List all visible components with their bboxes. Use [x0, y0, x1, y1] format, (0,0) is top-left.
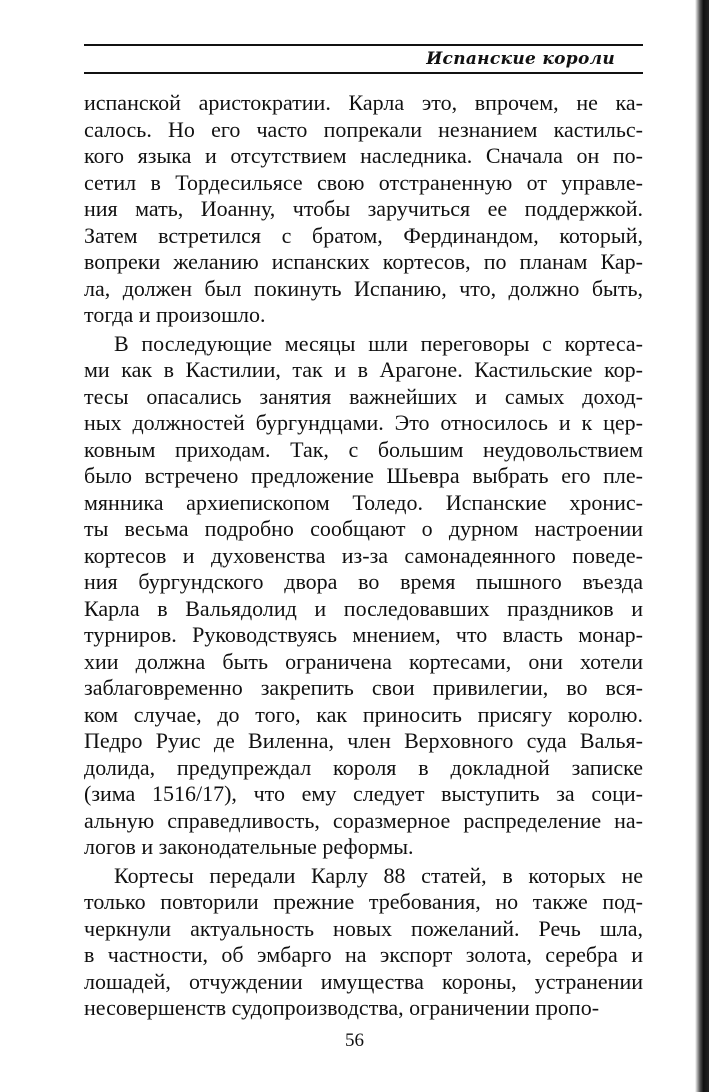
text-line: долида, предупреждал короля в докладной записке	[84, 754, 643, 780]
text-line: ковным приходам. Так, с большим неудовольствием	[84, 436, 643, 462]
text-line: логов и законодательные реформы.	[84, 834, 414, 859]
text-line: тогда и произошло.	[84, 302, 266, 327]
text-line: кортесов и духовенства из-за самонадеянного поведе-	[84, 542, 643, 568]
paragraph	[84, 90, 643, 329]
running-header-title: Испанские короли	[426, 49, 615, 69]
text-line: кого языка и отсутствием наследника. Сначала он по-	[84, 143, 643, 168]
text-line: Кортесы передали Карлу 88 статей, в которых не	[114, 862, 643, 888]
text-line: только повторили прежние требования, но также под-	[84, 889, 643, 914]
paragraph	[84, 331, 643, 861]
text-line: турниров. Руководствуясь мнением, что власть монар-	[84, 622, 643, 647]
text-line: тесы опасались занятия важнейших и самых доход-	[84, 383, 643, 409]
text-line: В последующие месяцы шли переговоры с кортеса-	[114, 330, 643, 356]
text-line: хии должна быть ограничена кортесами, они хотели	[84, 648, 643, 674]
text-line: ты весьма подробно сообщают о дурном настроении	[84, 516, 643, 541]
text-line: (зима 1516/17), что ему следует выступить за соци-	[84, 781, 643, 806]
text-line: несовершенств судопроизводства, ограничении пропо-	[84, 995, 600, 1020]
text-line: салось. Но его часто попрекали незнанием кастильс-	[84, 116, 643, 142]
header-top-rule	[84, 44, 643, 46]
text-line: Карла в Вальядолид и последовавших праздников и	[84, 595, 643, 621]
text-line: заблаговременно закрепить свои привилегии, во вся-	[84, 675, 643, 700]
text-line: Педро Руис де Виленна, член Верховного суда Валья-	[84, 728, 643, 753]
text-line: испанской аристократии. Карла это, впрочем, не ка-	[84, 90, 643, 115]
text-line: ком случае, до того, как приносить присягу королю.	[84, 701, 643, 727]
body-text	[84, 90, 643, 1024]
text-line: ных должностей бургундцами. Это относилось и к цер-	[84, 410, 643, 435]
text-line: альную справедливость, соразмерное распределение на-	[84, 807, 643, 833]
page-number: 56	[345, 1030, 364, 1051]
header-bottom-rule	[84, 72, 643, 74]
text-line: мянника архиепископом Толедо. Испанские хронис-	[84, 489, 643, 515]
text-line: ла, должен был покинуть Испанию, что, должно быть,	[84, 275, 643, 301]
text-line: вопреки желанию испанских кортесов, по планам Кар-	[84, 249, 643, 274]
text-line: ния мать, Иоанну, чтобы заручиться ее поддержкой.	[84, 196, 643, 221]
text-line: лошадей, отчуждении имущества короны, устранении	[84, 968, 643, 994]
text-line: было встречено предложение Шьевра выбрать его пле-	[84, 463, 643, 488]
text-line: ния бургундского двора во время пышного въезда	[84, 569, 643, 594]
paragraph	[84, 863, 643, 1022]
text-line: сетил в Тордесильясе свою отстраненную от управле-	[84, 169, 643, 195]
text-line: ми как в Кастилии, так и в Арагоне. Кастильские кор-	[84, 357, 643, 382]
running-header	[84, 44, 643, 74]
text-line: Затем встретился с братом, Фердинандом, который,	[84, 222, 643, 248]
text-line: черкнули актуальность новых пожеланий. Речь шла,	[84, 915, 643, 941]
binding-edge	[695, 0, 709, 1092]
text-line: в частности, об эмбарго на экспорт золота, серебра и	[84, 942, 643, 967]
